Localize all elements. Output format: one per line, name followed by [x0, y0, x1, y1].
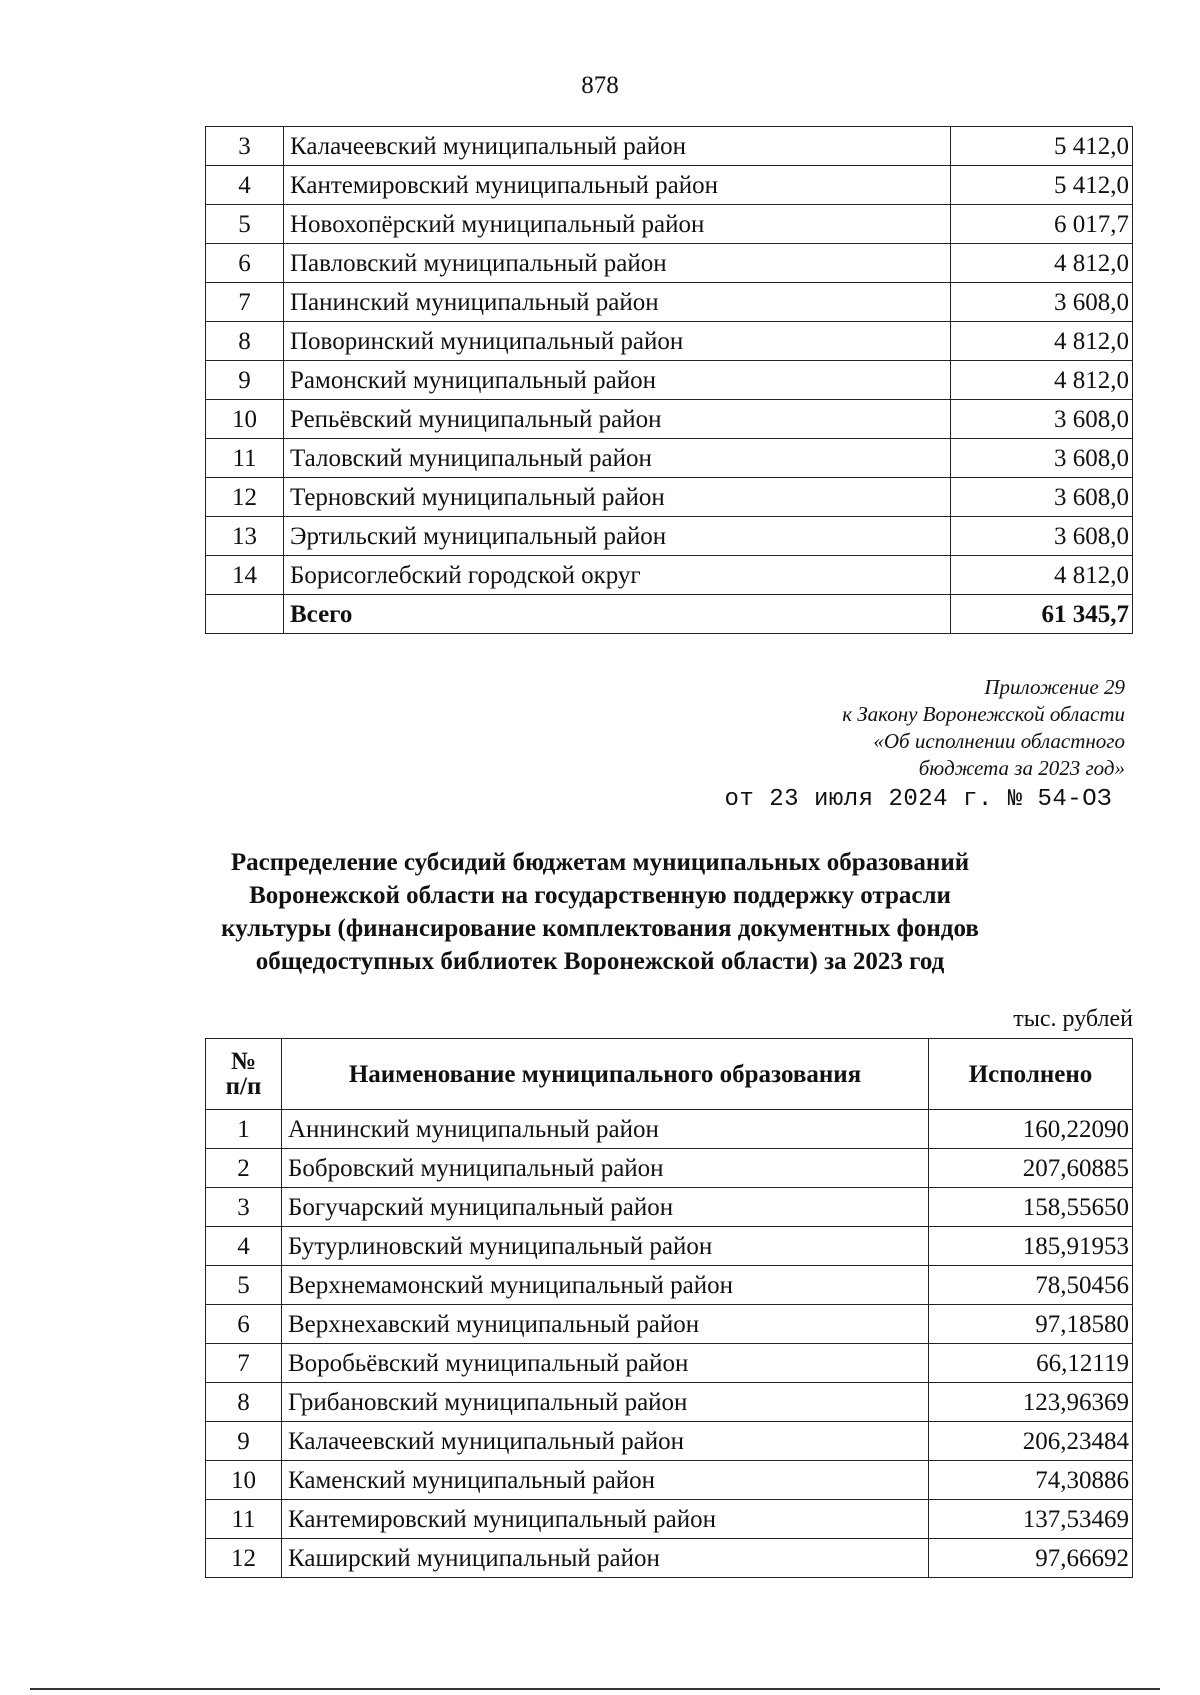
row-num: 4: [206, 1227, 282, 1266]
appendix-line: к Закону Воронежской области: [842, 702, 1125, 726]
row-name: Грибановский муниципальный район: [282, 1383, 929, 1422]
table-row: [206, 517, 1133, 556]
row-num: 10: [206, 400, 284, 439]
total-row-num: [206, 595, 284, 634]
total-label: Всего: [284, 595, 951, 634]
appendix-line: бюджета за 2023 год»: [918, 756, 1125, 780]
row-name: Рамонский муниципальный район: [284, 361, 951, 400]
table-row: [206, 205, 1133, 244]
row-num: 10: [206, 1461, 282, 1500]
row-num: 11: [206, 1500, 282, 1539]
row-num: 6: [206, 1305, 282, 1344]
row-value: 137,53469: [929, 1500, 1133, 1539]
table-row: [206, 1500, 1133, 1539]
row-value: 97,18580: [929, 1305, 1133, 1344]
row-name: Кантемировский муниципальный район: [284, 166, 951, 205]
row-value: 78,50456: [929, 1266, 1133, 1305]
row-num: 13: [206, 517, 284, 556]
total-row: [206, 595, 1133, 634]
table-row: [206, 1227, 1133, 1266]
table-row: [206, 127, 1133, 166]
header-num: [206, 1039, 282, 1110]
title-line: культуры (финансирование комплектования документных фондов: [221, 915, 979, 942]
table-row: [206, 361, 1133, 400]
row-value: 5 412,0: [951, 166, 1133, 205]
row-name: Терновский муниципальный район: [284, 478, 951, 517]
table-row: [206, 1305, 1133, 1344]
row-name: Новохопёрский муниципальный район: [284, 205, 951, 244]
row-value: 206,23484: [929, 1422, 1133, 1461]
table-row: [206, 283, 1133, 322]
row-name: Верхнехавский муниципальный район: [282, 1305, 929, 1344]
table-row: [206, 1461, 1133, 1500]
row-value: 4 812,0: [951, 361, 1133, 400]
table-row: [206, 1383, 1133, 1422]
row-num: 8: [206, 1383, 282, 1422]
row-name: Борисоглебский городской округ: [284, 556, 951, 595]
table-row: [206, 244, 1133, 283]
row-value: 4 812,0: [951, 322, 1133, 361]
row-name: Кантемировский муниципальный район: [282, 1500, 929, 1539]
table-row: [206, 166, 1133, 205]
subsidy-table-continued: [205, 126, 1133, 634]
table-row: [206, 1344, 1133, 1383]
row-value: 97,66692: [929, 1539, 1133, 1578]
row-name: Калачеевский муниципальный район: [282, 1422, 929, 1461]
table-row: [206, 1188, 1133, 1227]
row-value: 66,12119: [929, 1344, 1133, 1383]
row-value: 6 017,7: [951, 205, 1133, 244]
row-name: Бобровский муниципальный район: [282, 1149, 929, 1188]
row-value: 3 608,0: [951, 478, 1133, 517]
page-number: 878: [581, 72, 619, 99]
row-value: 4 812,0: [951, 244, 1133, 283]
title-line: общедоступных библиотек Воронежской области) за 2023 год: [255, 948, 945, 975]
appendix-line: «Об исполнении областного: [873, 729, 1125, 753]
row-name: Павловский муниципальный район: [284, 244, 951, 283]
row-num: 8: [206, 322, 284, 361]
row-name: Каменский муниципальный район: [282, 1461, 929, 1500]
row-num: 1: [206, 1110, 282, 1149]
row-num: 9: [206, 1422, 282, 1461]
row-num: 5: [206, 205, 284, 244]
row-value: 3 608,0: [951, 439, 1133, 478]
document-title: [0, 846, 1200, 978]
table1-body: [206, 127, 1133, 595]
table-row: [206, 1149, 1133, 1188]
row-value: 4 812,0: [951, 556, 1133, 595]
row-value: 74,30886: [929, 1461, 1133, 1500]
table2-body: [206, 1110, 1133, 1578]
row-name: Поворинский муниципальный район: [284, 322, 951, 361]
bottom-divider: [30, 1688, 1160, 1690]
table-row: [206, 478, 1133, 517]
row-value: 158,55650: [929, 1188, 1133, 1227]
total-value: 61 345,7: [951, 595, 1133, 634]
units-label: тыс. рублей: [1013, 1006, 1133, 1032]
table-row: [206, 1539, 1133, 1578]
row-num: 3: [206, 127, 284, 166]
row-value: 3 608,0: [951, 517, 1133, 556]
table-row: [206, 1266, 1133, 1305]
library-subsidy-table: [205, 1038, 1133, 1578]
row-name: Эртильский муниципальный район: [284, 517, 951, 556]
table-row: [206, 1110, 1133, 1149]
row-name: Каширский муниципальный район: [282, 1539, 929, 1578]
table-row: [206, 322, 1133, 361]
row-value: 3 608,0: [951, 283, 1133, 322]
header-num-line2: п/п: [225, 1073, 262, 1100]
row-name: Аннинский муниципальный район: [282, 1110, 929, 1149]
row-value: 5 412,0: [951, 127, 1133, 166]
table-row: [206, 556, 1133, 595]
header-name: Наименование муниципального образования: [282, 1039, 929, 1110]
row-value: 123,96369: [929, 1383, 1133, 1422]
header-num-line1: №: [230, 1048, 257, 1075]
appendix-note: [842, 674, 1125, 782]
row-num: 7: [206, 1344, 282, 1383]
title-line: Распределение субсидий бюджетам муниципальных образований: [230, 849, 970, 876]
appendix-line: Приложение 29: [984, 675, 1125, 699]
row-num: 5: [206, 1266, 282, 1305]
row-value: 207,60885: [929, 1149, 1133, 1188]
row-num: 6: [206, 244, 284, 283]
row-name: Воробьёвский муниципальный район: [282, 1344, 929, 1383]
row-name: Репьёвский муниципальный район: [284, 400, 951, 439]
table-row: [206, 400, 1133, 439]
row-value: 185,91953: [929, 1227, 1133, 1266]
row-num: 2: [206, 1149, 282, 1188]
row-value: 160,22090: [929, 1110, 1133, 1149]
row-num: 4: [206, 166, 284, 205]
table-row: [206, 439, 1133, 478]
row-num: 14: [206, 556, 284, 595]
row-name: Верхнемамонский муниципальный район: [282, 1266, 929, 1305]
row-num: 12: [206, 478, 284, 517]
row-num: 12: [206, 1539, 282, 1578]
row-num: 7: [206, 283, 284, 322]
row-value: 3 608,0: [951, 400, 1133, 439]
row-name: Бутурлиновский муниципальный район: [282, 1227, 929, 1266]
header-value: Исполнено: [929, 1039, 1133, 1110]
row-num: 9: [206, 361, 284, 400]
row-num: 3: [206, 1188, 282, 1227]
table-row: [206, 1422, 1133, 1461]
decree-stamp: от 23 июля 2024 г. № 54-ОЗ: [724, 786, 1112, 813]
row-name: Панинский муниципальный район: [284, 283, 951, 322]
row-name: Богучарский муниципальный район: [282, 1188, 929, 1227]
row-name: Калачеевский муниципальный район: [284, 127, 951, 166]
title-line: Воронежской области на государственную поддержку отрасли: [249, 882, 951, 909]
table-header-row: [206, 1039, 1133, 1110]
row-name: Таловский муниципальный район: [284, 439, 951, 478]
row-num: 11: [206, 439, 284, 478]
